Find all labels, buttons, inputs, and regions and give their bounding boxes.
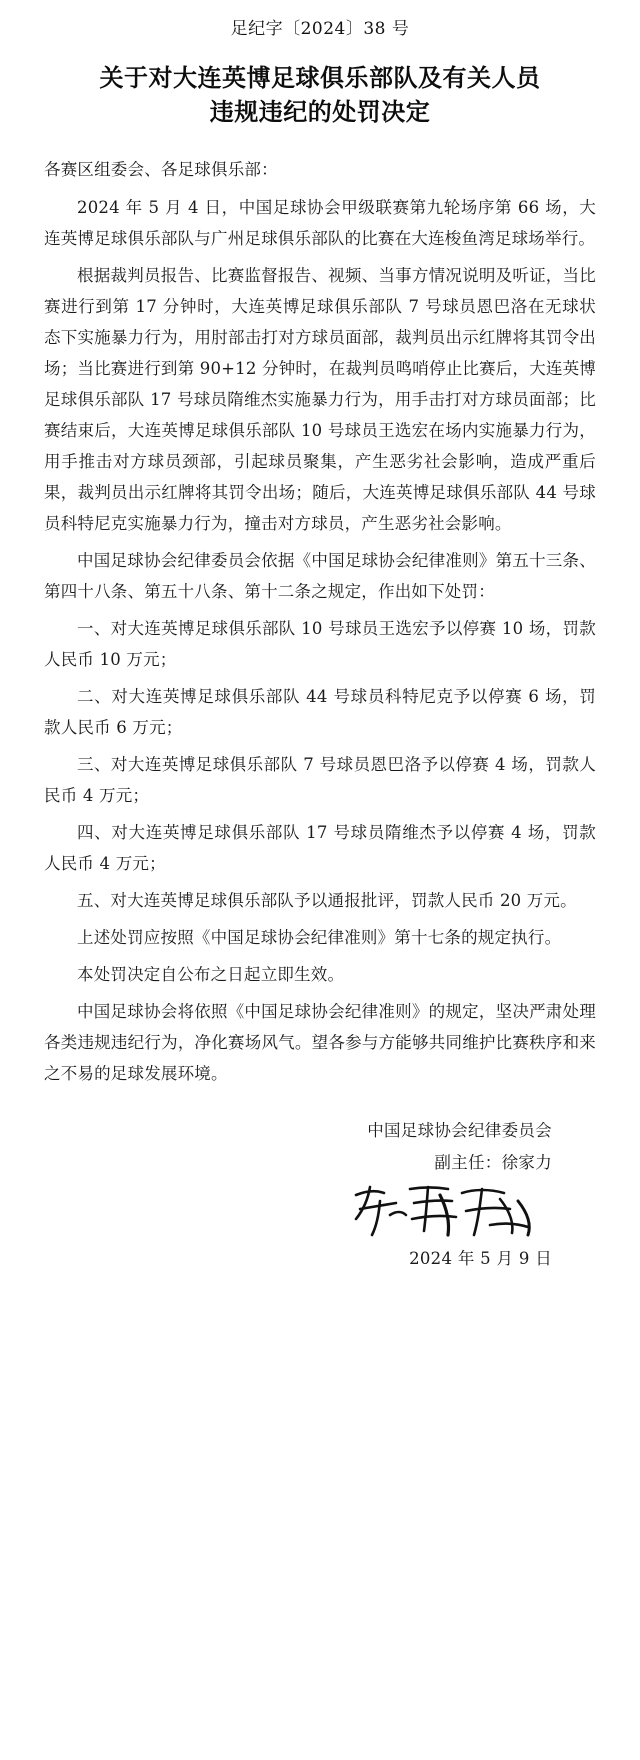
title-line-2: 违规违纪的处罚决定	[209, 97, 431, 127]
paragraph-findings: 根据裁判员报告、比赛监督报告、视频、当事方情况说明及听证，当比赛进行到第 17 分钟时，大连英博足球俱乐部队 7 号球员恩巴洛在无球状态下实施暴力行为，用肘部击打对方球员面部，裁判员出示红牌将其罚令出场；当比赛进行到第 90+12 分钟时，在裁判员鸣哨停止比赛后，大连英博足球俱乐部队 17 号球员隋维杰实施暴力行为，用手击打对方球员面部；比赛结束后，大连英博足球俱乐部队 10 号球员王选宏在场内实施暴力行为，用手推击对方球员颈部，引起球员聚集，产生恶劣社会影响，造成严重后果，裁判员出示红牌将其罚令出场；随后，大连英博足球俱乐部队 44 号球员科特尼克实施暴力行为，撞击对方球员，产生恶劣社会影响。	[44, 265, 597, 533]
signing-organization: 中国足球协会纪律委员会	[367, 1121, 552, 1141]
paragraph-enforcement: 上述处罚应按照《中国足球协会纪律准则》第十七条的规定执行。	[77, 928, 562, 948]
paragraph-penalty-4: 四、对大连英博足球俱乐部队 17 号球员隋维杰予以停赛 4 场，罚款人民币 4 万元；	[44, 822, 596, 873]
signing-person: 副主任：徐家力	[434, 1153, 552, 1173]
paragraph-effective-date: 本处罚决定自公布之日起立即生效。	[77, 965, 345, 985]
salutation: 各赛区组委会、各足球俱乐部：	[44, 160, 278, 180]
paragraph-penalty-2: 二、对大连英博足球俱乐部队 44 号球员科特尼克予以停赛 6 场，罚款人民币 6 万元；	[44, 686, 596, 737]
paragraph-incident-intro: 2024 年 5 月 4 日，中国足球协会甲级联赛第九轮场序第 66 场，大连英博足球俱乐部队与广州足球俱乐部队的比赛在大连梭鱼湾足球场举行。	[44, 197, 596, 248]
paragraph-penalty-5: 五、对大连英博足球俱乐部队予以通报批评，罚款人民币 20 万元。	[77, 891, 577, 910]
signature-date: 2024 年 5 月 9 日	[409, 1249, 552, 1269]
paragraph-penalty-1: 一、对大连英博足球俱乐部队 10 号球员王选宏予以停赛 10 场，罚款人民币 10 万元；	[44, 618, 596, 669]
page-title	[44, 61, 596, 129]
signature-block	[44, 1115, 596, 1179]
handwritten-signature-icon	[44, 1181, 596, 1243]
paragraph-penalty-3: 三、对大连英博足球俱乐部队 7 号球员恩巴洛予以停赛 4 场，罚款人民币 4 万元；	[44, 754, 596, 805]
paragraph-closing-statement: 中国足球协会将依照《中国足球协会纪律准则》的规定，坚决严肃处理各类违规违纪行为，净化赛场风气。望各参与方能够共同维护比赛秩序和来之不易的足球发展环境。	[44, 1002, 596, 1084]
title-line-1: 关于对大连英博足球俱乐部队及有关人员	[99, 63, 541, 92]
paragraph-legal-basis: 中国足球协会纪律委员会依据《中国足球协会纪律准则》第五十三条、第四十八条、第五十八条、第十二条之规定，作出如下处罚：	[44, 550, 596, 601]
document-number: 足纪字〔2024〕38 号	[230, 19, 410, 39]
